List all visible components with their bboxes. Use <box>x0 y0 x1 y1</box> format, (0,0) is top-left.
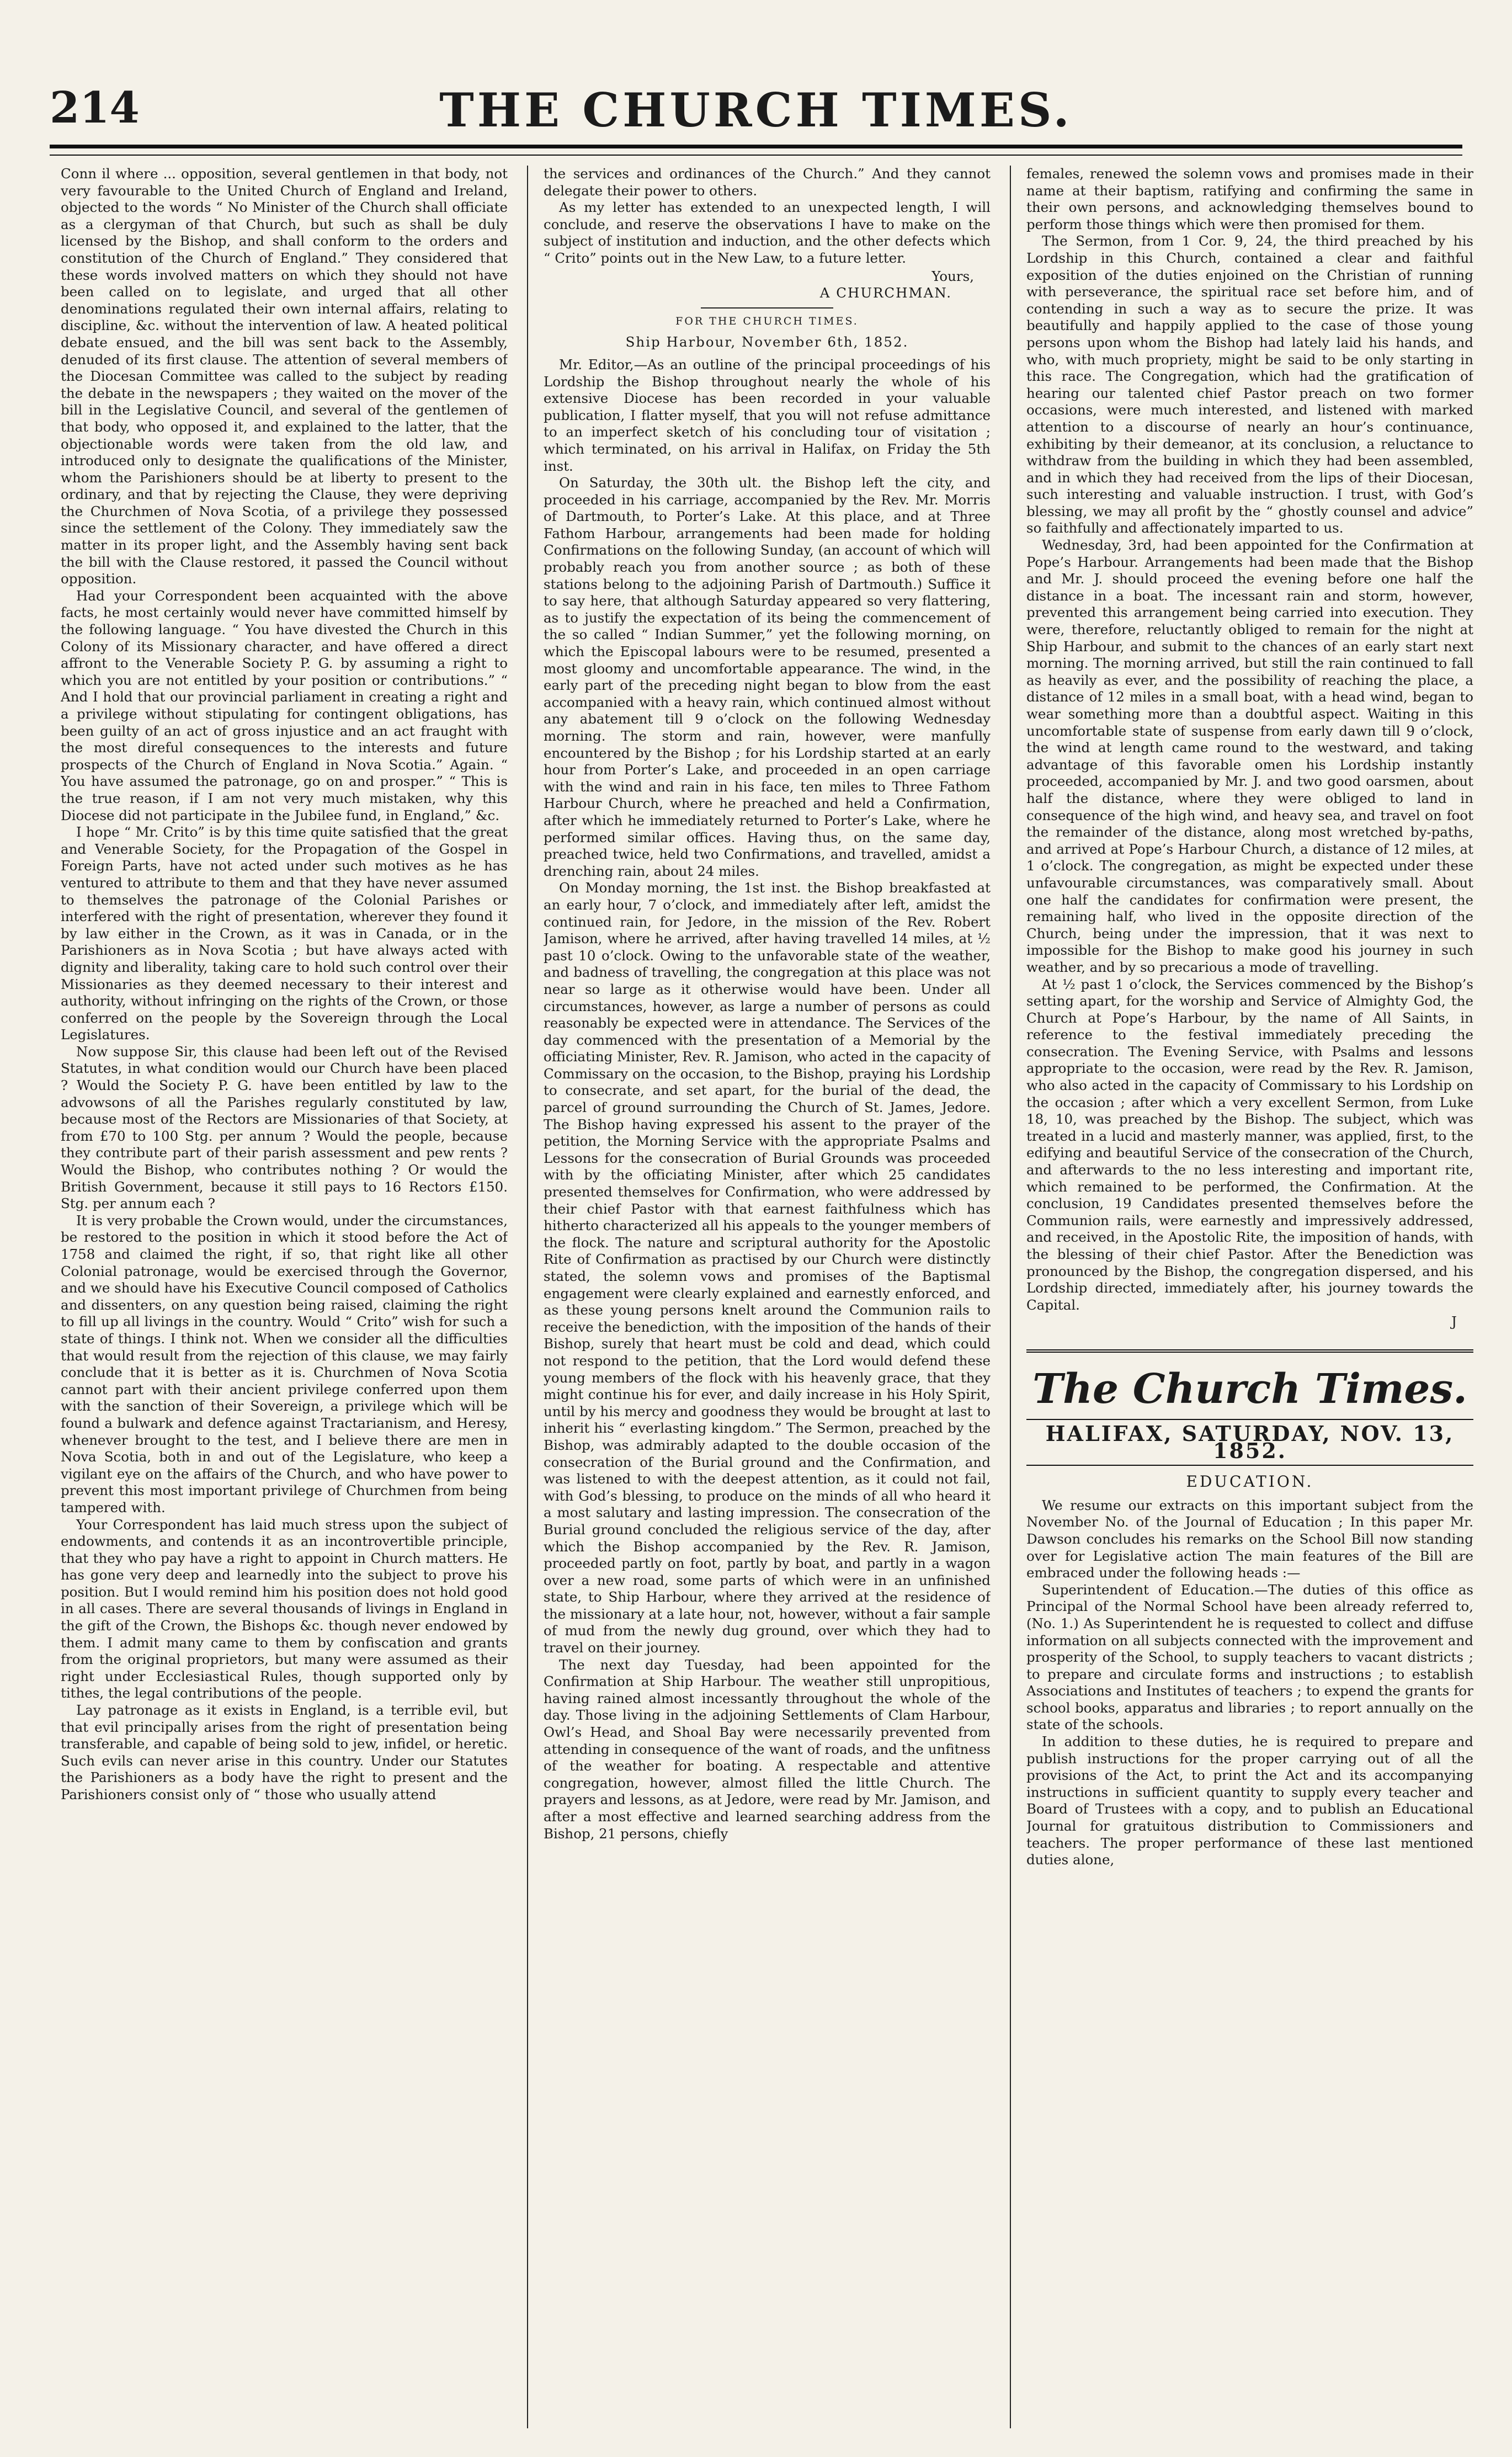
letter-initial: J <box>1451 1313 1457 1330</box>
page-number: 214 <box>50 83 140 133</box>
letter-signoff: Yours, <box>931 268 974 284</box>
letter-dateline: Ship Harbour, November 6th, 1852. <box>625 334 909 350</box>
letter-paragraph: On Monday morning, the 1st inst. the Bishop breakfasted at an early hour, 7 o’clock, and immediately after left, amidst the continued rain, for Jedore, in the mission of the Rev. Robert Jamison, where he arrived, after having travelled 14 miles, at ½ past 10 o’clock. Owing to the unfavorable state of the weather, and badness of travelling, the congregation at this place was not near so large as it otherwise would have been. Under all circumstances, however, as large a number of persons as could reasonably be expected were in attendance. The Services of the day commenced with the presentation of a Memorial by the officiating Minister, Rev. R. Jamison, who acted in the capacity of Commissary on the occasion, to the Bishop, praying his Lordship to consecrate, and set apart, for the burial of the dead, the parcel of ground surrounding the Church of St. James, Jedore. The Bishop having expressed his assent to the prayer of the petition, the Morning Service with the appropriate Psalms and Lessons for the consecration of Burial Grounds was proceeded with by the officiating Minister, after which 25 candidates presented themselves for Confirmation, who were addressed by their chief Pastor with that earnest faithfulness which has hitherto characterized all his appeals to the younger members of the flock. The nature and scriptural authority for the Apostolic Rite of Confirmation as practised by our Church were distinctly stated, the solemn vows and promises of the Baptismal engagement were clearly explained and earnestly enforced, and as these young persons knelt around the Communion rails to receive the benediction, with the imposition of the hands of their Bishop, surely that heart must be cold and dead, which could not respond to the petition, that the Lord would defend these young members of the flock with his heavenly grace, that they might continue his for ever, and daily increase in his Holy Spirit, until by his mercy and goodness they would be brought at last to inherit his “ everlasting kingdom.” The Sermon, preached by the Bishop, was admirably adapted to the double occasion of the consecration of the Burial ground and the Confirmation, and was listened to with the deepest attention, as it could not fail, with God’s blessing, to produce on the minds of all who heard it a most salutary and lasting impression. The consecration of the Burial ground concluded the religious service of the day, after which the Bishop accompanied by the Rev. R. Jamison, proceeded partly on foot, partly by boat, and partly in a wagon over a new road, some parts of which were in an unfinished state, to Ship Harbour, where they arrived at the residence of the missionary at a late hour, not, however, without a fair sample of mud from the newly dug ground, over which they had to travel on their journey. <box>544 880 991 1656</box>
letter-paragraph: The next day Tuesday, had been appointed for the Confirmation at Ship Harbour. The weather still unpropitious, having rained almost incessantly throughout the whole of the day. Those living in the adjoining Settlements of Clam Harbour, Owl’s Head, and Shoal Bay were necessarily prevented from attending in consequence of the want of roads, and the unfitness of the weather for boating. A respectable and attentive congregation, however, almost filled the little Church. The prayers and lessons, as at Jedore, were read by Mr. Jamison, and after a most effective and learned searching address from the Bishop, 21 persons, chiefly <box>544 1656 991 1842</box>
editorial-masthead: The Church Times. <box>1026 1349 1473 1416</box>
letter-paragraph: females, renewed the solemn vows and promises made in their name at their baptism, ratifying and confirming the same in their own persons, and acknowledging themselves bound to perform those things which were then promised for them. <box>1026 166 1473 232</box>
article-paragraph: Your Correspondent has laid much stress upon the subject of endowments, and contends it as an incontrovertible principle, that they who pay have a right to appoint in Church matters. He has gone very deep and learnedly into the subject to prove his position. But I would remind him his position does not hold good in all cases. There are several thousands of livings in England in the gift of the Crown, the Bishops &c. though never endowed by them. I admit many came to them by confiscation and grants from the original proprietors, but many were assumed as their right under Ecclesiastical Rules, though supported only by tithes, the legal contributions of the people. <box>61 1516 508 1701</box>
letter-paragraph: Mr. Editor,—As an outline of the principal proceedings of his Lordship the Bishop throughout nearly the whole of his extensive Diocese has been recorded in your valuable publication, I flatter myself, that you will not refuse admittance to an imperfect sketch of his concluding tour of visitation ; which terminated, on his arrival in Halifax, on Friday the 5th inst. <box>544 356 991 474</box>
article-paragraph: Lay patronage as it exists in England, is a terrible evil, but that evil principally arises from the right of presentation being transferable, and capable of being sold to jew, infidel, or heretic. Such evils can never arise in this country. Under our Statutes the Parishioners as a body have the right to present and the Parishioners consist only of “ those who usually attend <box>61 1702 508 1802</box>
article-paragraph: Now suppose Sir, this clause had been left out of the Revised Statutes, in what condition would our Church have been placed ? Would the Society P. G. have been entitled by law to the advowsons of all the Parishes regularly constituted by law, because most of the Rectors are Missionaries of that Society, at from £70 to 100 Stg. per annum ? Would the people, because they contribute part of their parish assessment and pew rents ? Would the Bishop, who contributes nothing ? Or would the British Government, because it still pays to 16 Rectors £150. Stg. per annum each ? <box>61 1043 508 1212</box>
article-paragraph: In addition to these duties, he is required to prepare and publish instructions for the proper carrying out of all the provisions of the Act, to print the Act and its accompanying instructions in sufficient quantity to supply every teacher and Board of Trustees with a copy, and to publish an Educational Journal for gratuitous distribution to Commissioners and teachers. The proper performance of these last mentioned duties alone, <box>1026 1733 1473 1868</box>
edition-dateline: HALIFAX, SATURDAY, NOV. 13, 1852. <box>1026 1419 1473 1466</box>
article-paragraph: I hope “ Mr. Crito” is by this time quite satisfied that the great and Venerable Society, for the Propagation of the Gospel in Foreign Parts, have not acted under such motives as he has ventured to attribute to them and that they have never assumed to themselves the patronage of the Colonial Parishes or interfered with the right of presentation, wherever they found it by law either in the Crown, as it was in Canada, or in the Parishioners as in Nova Scotia ; but have always acted with dignity and liberality, taking care to hold such control over their Missionaries as they deemed necessary to their interest and authority, without infringing on the rights of the Crown, or those conferred on the people by the Sovereign through the Local Legislatures. <box>61 824 508 1043</box>
letter-paragraph: Wednesday, 3rd, had been appointed for the Confirmation at Pope’s Harbour. Arrangements had been made that the Bishop and Mr. J. should proceed the evening before one half the distance in a boat. The incessant rain and storm, however, prevented this arrangement being carried into execution. They were, therefore, reluctantly obliged to remain for the night at Ship Harbour, and submit to the chances of an early start next morning. The morning arrived, but still the rain continued to fall as heavily as ever, and the possibility of reaching the place, a distance of 12 miles in a small boat, with a head wind, began to wear something more than a doubtful aspect. Waiting in this uncomfortable state of suspense from early dawn till 9 o’clock, the wind at length came round to the westward, and taking advantage of this favorable omen his Lordship instantly proceeded, accompanied by Mr. J. and two good oarsmen, about half the distance, where they were obliged to land in consequence of the high wind, and heavy sea, and travel on foot the remainder of the distance, along most wretched by-paths, and arrived at Pope’s Harbour Church, a distance of 12 miles, at 1 o’clock. The congregation, as might be expected under these unfavourable circumstances, was comparatively small. About one half the candidates for confirmation were present, the remaining half, who lived in the opposite direction of the Church, being under the impression, that it was next to impossible for the Bishop to make good his journey in such weather, and by so precarious a mode of travelling. <box>1026 537 1473 975</box>
article-paragraph: It is very probable the Crown would, under the circumstances, be restored to the position in which it stood before the Act of 1758 and claimed the right, if so, that right like all other Colonial patronage, would be exercised through the Governor, and we should have his Executive Council composed of Catholics and dissenters, on any question being raised, claiming the right to fill up all livings in the country. Would “ Crito” wish for such a state of things. I think not. When we consider all the difficulties that would result from the rejection of this clause, we may fairly conclude that it is better as it is. Churchmen of Nova Scotia cannot part with their ancient privilege conferred upon them with the sanction of their Sovereign, a privilege which will be found a bulwark and defence against Tractarianism, and Heresy, whenever brought to the test, and I believe there are men in Nova Scotia, both in and out of the Legislature, who keep a vigilant eye on the affairs of the Church, and who have power to prevent this most important privilege of Churchmen from being tampered with. <box>61 1212 508 1515</box>
letter-paragraph: the services and ordinances of the Church.” And they cannot delegate their power to others. <box>544 166 991 199</box>
masthead-rule <box>50 145 1462 148</box>
article-paragraph: Superintendent of Education.—The duties of this office as Principal of the Normal School have been already referred to, (No. 1.) As Superintendent he is requested to collect and diffuse information on all subjects connected with the improvement and prosperity of the School, to supply teachers to vacant districts ; to prepare and circulate forms and instructions ; to establish Associations and Institutes of teachers ; to expend the grants for school books, apparatus and libraries ; to report annually on the state of the schools. <box>1026 1581 1473 1733</box>
letter-heading: FOR THE CHURCH TIMES. <box>675 315 859 327</box>
masthead <box>50 83 1462 143</box>
letter-paragraph: At ½ past 1 o’clock, the Services commenced by the Bishop’s setting apart, for the worship and Service of Almighty God, the Church at Pope’s Harbour, by the name of All Saints, in reference to the festival immediately preceding the consecration. The Evening Service, with Psalms and lessons appropriate to the occasion, were read by the Rev. R. Jamison, who also acted in the capacity of Commissary to his Lordship on the occasion ; after which a very excellent Sermon, from Luke 18, 10, was preached by the Bishop. The subject, which was treated in a lucid and masterly manner, was applied, first, to the edifying and beautiful Service of the consecration of the Church, and afterwards to the no less interesting and important rite, which remained to be performed, the Confirmation. At the conclusion, 19 Candidates presented themselves before the Communion rails, were earnestly and impressively addressed, and received, in the Apostolic Rite, the imposition of hands, with the blessing of their chief Pastor. After the Benediction was pronounced by the Bishop, the congregation dispersed, and his Lordship directed, immediately after, his journey towards the Capital. <box>1026 976 1473 1313</box>
column-1 <box>61 166 508 2428</box>
section-title: EDUCATION. <box>1186 1472 1314 1491</box>
section-divider <box>701 307 833 309</box>
column-2 <box>544 166 991 2428</box>
column-divider-2 <box>1010 166 1011 2428</box>
column-3 <box>1026 166 1473 2428</box>
letter-signature: A CHURCHMAN. <box>819 285 952 301</box>
article-paragraph: We resume our extracts on this important subject from the November No. of the Journal of Education ; In this paper Mr. Dawson concludes his remarks on the School Bill now standing over for Legislative action The main features of the Bill are embraced under the following heads :— <box>1026 1497 1473 1581</box>
letter-paragraph: On Saturday, the 30th ult. the Bishop left the city, and proceeded in his carriage, accompanied by the Rev. Mr. Morris of Dartmouth, to Porter’s Lake. At this place, and at Three Fathom Harbour, arrangements had been made for holding Confirmations on the following Sunday, (an account of which will probably reach you from another source ; as both of these stations belong to the adjoining Parish of Dartmouth.) Suffice it to say here, that although Saturday appeared so very flattering, as to justify the expectation of its being the commencement of the so called “ Indian Summer,” yet the following morning, on which the Episcopal labours were to be resumed, presented a most gloomy and uncomfortable appearance. The wind, in the early part of the preceding night began to blow from the east accompanied with a heavy rain, which continued almost without any abatement till 9 o’clock on the following Wednesday morning. The storm and rain, however, were manfully encountered by the Bishop ; for his Lordship started at an early hour from Porter’s Lake, and proceeded in an open carriage with the wind and rain in his face, ten miles to Three Fathom Harbour Church, where he preached and held a Confirmation, after which he immediately returned to Porter’s Lake, where he performed similar offices. Having thus, on the same day, preached twice, held two Confirmations, and travelled, amidst a drenching rain, about 24 miles. <box>544 475 991 879</box>
letter-paragraph: As my letter has extended to an unexpected length, I will conclude, and reserve the observations I have to make on the subject of institution and induction, and the other defects which “ Crito” points out in the New Law, to a future letter. <box>544 199 991 266</box>
article-paragraph: Conn il where ... opposition, several gentlemen in that body, not very favourable to the United Church of England and Ireland, objected to the words “ No Minister of the Church shall officiate as a clergyman of that Church, but such as shall be duly licensed by the Bishop, and shall conform to the orders and constitution of the Church of England.” They considered that these words involved matters on which they should not have been called on to legislate, and urged that all other denominations regulated their own internal affairs, relating to discipline, &c. without the intervention of law. A heated political debate ensued, and the bill was sent back to the Assembly, denuded of its first clause. The attention of several members of the Diocesan Committee was called to the subject by reading the debate in the newspapers ; they waited on the mover of the bill in the Legislative Council, and several of the gentlemen of that body, who opposed it, and explained to the latter, that the objectionable words were taken from the old law, and introduced only to designate the qualifications of the Minister, whom the Parishioners should be at liberty to present to the ordinary, and that by rejecting the Clause, they were depriving the Churchmen of Nova Scotia, of a privilege they possessed since the settlement of the Colony. They immediately saw the matter in its proper light, and the Assembly having sent back the bill with the Clause restored, it passed the Council without opposition. <box>61 166 508 587</box>
letter-paragraph: The Sermon, from 1 Cor. 9, 24, the third preached by his Lordship in this Church, contained a clear and faithful exposition of the duties enjoined on the Christian of running with perseverance, the spiritual race set before him, and of contending in such a way as to secure the prize. It was beautifully and happily applied to the case of those young persons upon whom the Bishop had lately laid his hands, and who, with much propriety, might be said to be only starting in this race. The Congregation, which had the gratification of hearing our talented chief Pastor preach on two former occasions, were much interested, and listened with marked attention to a discourse of nearly an hour’s continuance, exhibiting by their demeanor, at its conclusion, a reluctance to withdraw from the building in which they had been assembled, and in which they had received from the lips of their Diocesan, such interesting and valuable instruction. I trust, with God’s blessing, we may all profit by the “ ghostly counsel and advice” so faithfully and affectionately imparted to us. <box>1026 233 1473 536</box>
masthead-rule-thin <box>50 155 1462 156</box>
article-paragraph: Had your Correspondent been acquainted with the above facts, he most certainly would never have committed himself by the following language. “ You have divested the Church in this Colony of its Missionary character, and have offered a direct affront to the Venerable Society P. G. by assuming a right to which you are not entitled by your position or contributions.” “ And I hold that our provincial parliament in creating a right and a privilege without stipulating for contingent obligations, has been guilty of an act of gross injustice and an act fraught with the most direful consequences to the interests and future prospects of the Church of England in Nova Scotia.” Again. “ You have assumed the patronage, go on and prosper.” “ This is the true reason, if I am not very much mistaken, why this Diocese did not participate in the Jubilee fund, in England,” &c. <box>61 587 508 823</box>
column-divider-1 <box>527 166 528 2428</box>
newspaper-title: THE CHURCH TIMES. <box>439 83 1073 137</box>
